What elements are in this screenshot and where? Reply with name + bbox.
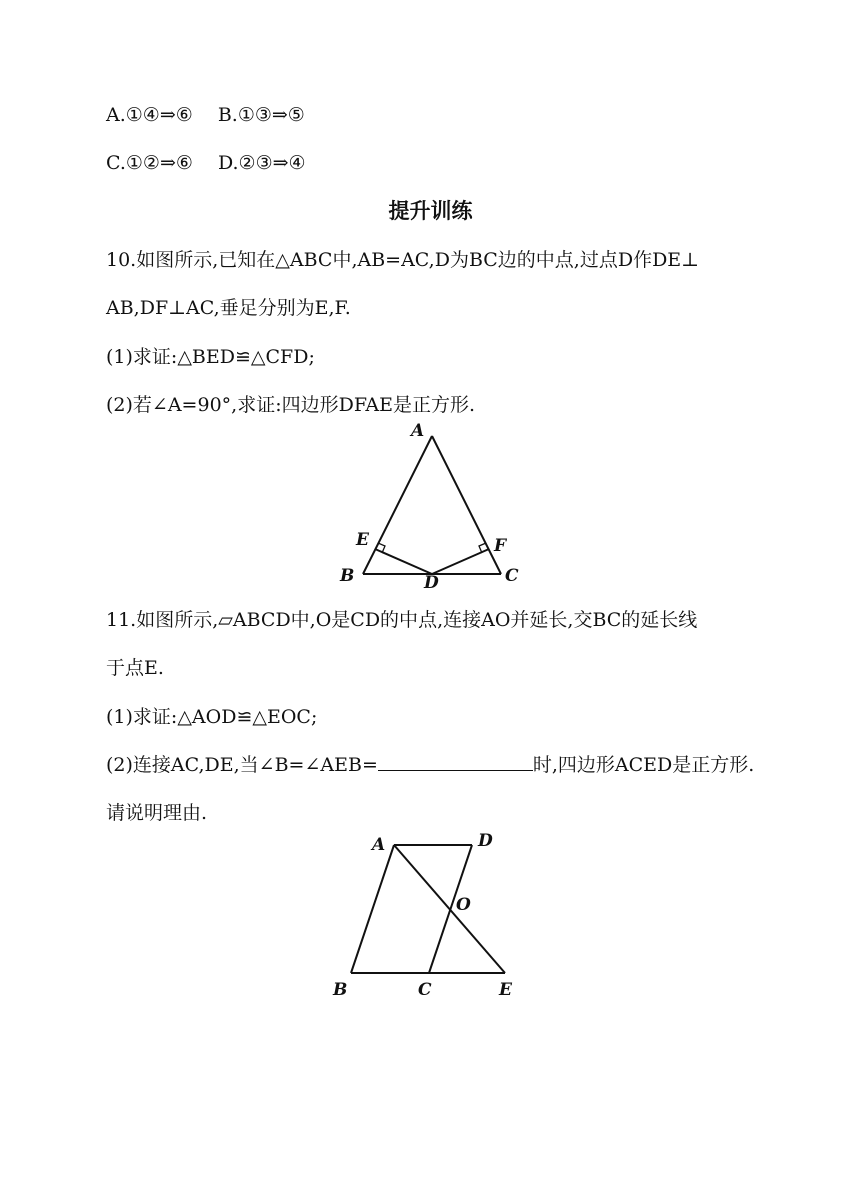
fig1-label-f: F	[494, 536, 507, 556]
q10-line-1: 10.如图所示,已知在△ABC中,AB=AC,D为BC边的中点,过点D作DE⊥	[106, 249, 700, 271]
answer-blank[interactable]	[378, 752, 533, 771]
fig1-label-e: E	[356, 530, 369, 550]
section-title: 提升训练	[388, 199, 473, 223]
q10-line-2: AB,DF⊥AC,垂足分别为E,F.	[106, 297, 351, 319]
fig2-label-b: B	[333, 980, 348, 1000]
q11-part-2-post: 时,四边形ACED是正方形.	[532, 754, 755, 776]
q11-part-2	[106, 750, 754, 777]
fig2-label-o: O	[456, 895, 471, 915]
fig2-label-a: A	[372, 835, 386, 855]
segment-ac	[432, 436, 501, 574]
q11-part-2-pre: (2)连接AC,DE,当∠B=∠AEB=	[106, 754, 378, 776]
options-line-2: C.①②⇒⑥ D.②③⇒④	[106, 152, 306, 174]
segment-de	[375, 549, 432, 574]
q11-line-1: 11.如图所示,▱ABCD中,O是CD的中点,连接AO并延长,交BC的延长线	[106, 609, 698, 631]
options-line-1: A.①④⇒⑥ B.①③⇒⑤	[106, 104, 305, 126]
fig1-label-d: D	[424, 573, 439, 593]
q11-last-line: 请说明理由.	[106, 802, 208, 824]
fig1-label-c: C	[505, 566, 519, 586]
figure-1	[363, 436, 501, 574]
fig1-label-b: B	[340, 566, 355, 586]
q10-part-1: (1)求证:△BED≌△CFD;	[106, 346, 315, 368]
q11-part-1: (1)求证:△AOD≌△EOC;	[106, 706, 318, 728]
q11-line-2: 于点E.	[106, 657, 164, 679]
fig1-label-a: A	[411, 421, 425, 441]
segment-ab-2	[351, 845, 394, 973]
q10-part-2: (2)若∠A=90°,求证:四边形DFAE是正方形.	[106, 394, 475, 416]
segment-df	[432, 549, 489, 574]
segment-ae	[394, 845, 505, 973]
fig2-label-e: E	[499, 980, 512, 1000]
figure-2	[351, 845, 505, 973]
fig2-label-c: C	[418, 980, 432, 1000]
segment-ab	[363, 436, 432, 574]
fig2-label-d: D	[478, 831, 493, 851]
